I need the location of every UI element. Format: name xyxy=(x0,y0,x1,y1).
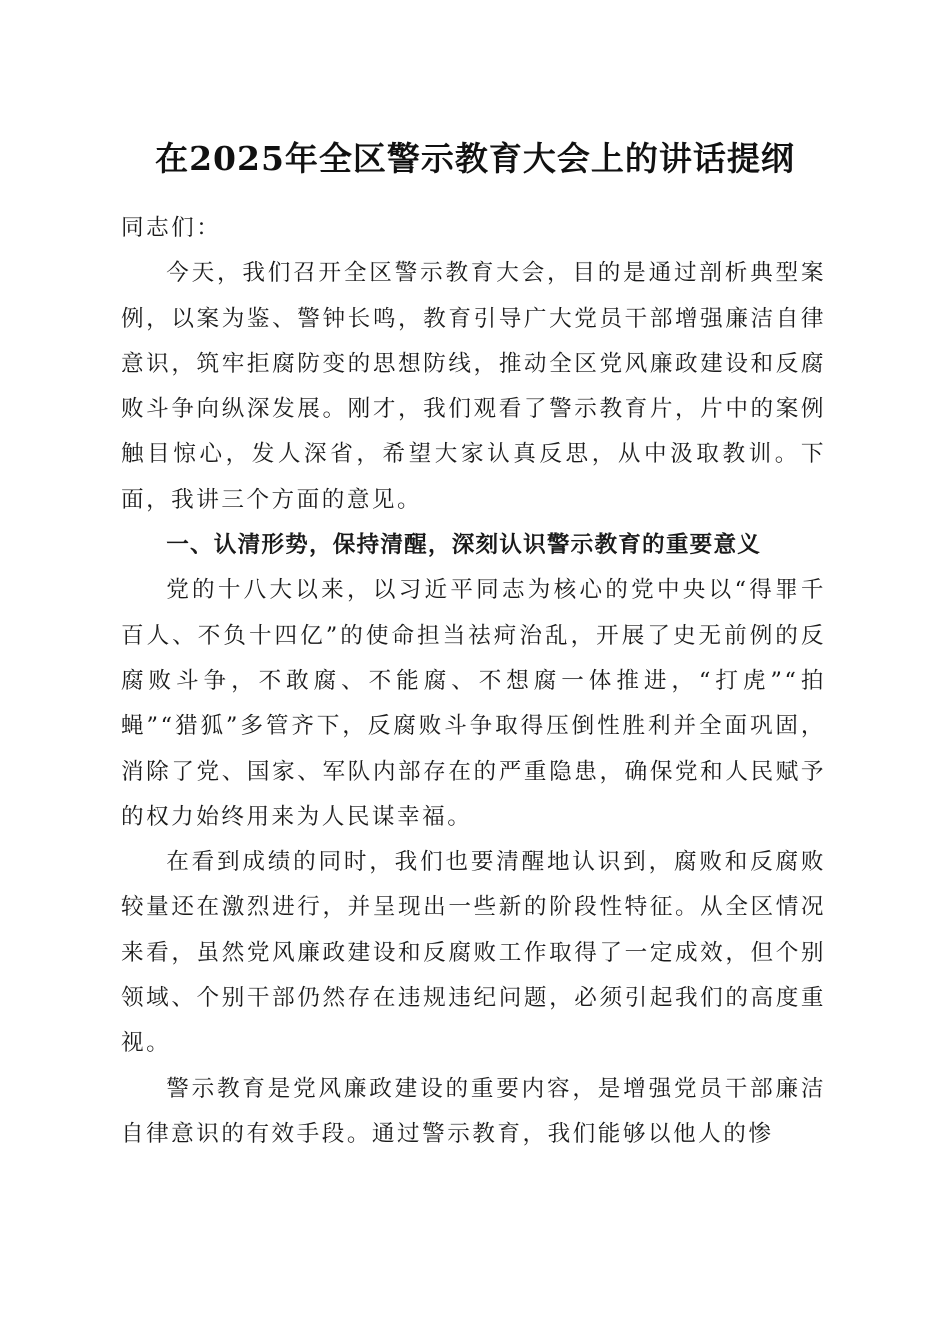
section1-paragraph-2: 在看到成绩的同时，我们也要清醒地认识到，腐败和反腐败较量还在激烈进行，并呈现出一些新的阶段性特征。从全区情况来看，虽然党风廉政建设和反腐败工作取得了一定成效，但个别领域、个别干部仍然存在违规违纪问题，必须引起我们的高度重视。 xyxy=(121,849,826,1057)
salutation: 同志们： xyxy=(121,215,222,241)
section1-paragraph-3: 警示教育是党风廉政建设的重要内容，是增强党员干部廉洁自律意识的有效手段。通过警示教育，我们能够以他人的惨 xyxy=(121,1075,826,1147)
section1-paragraph-1: 党的十八大以来，以习近平同志为核心的党中央以“得罪千百人、不负十四亿”的使命担当祛疴治乱，开展了史无前例的反腐败斗争，不敢腐、不能腐、不想腐一体推进，“打虎”“拍蝇”“猎狐”多管齐下，反腐败斗争取得压倒性胜利并全面巩固，消除了党、国家、军队内部存在的严重隐患，确保党和人民赋予的权力始终用来为人民谋幸福。 xyxy=(121,577,826,830)
document-title: 在2025年全区警示教育大会上的讲话提纲 xyxy=(155,139,795,178)
section-heading-1: 一、认清形势，保持清醒，深刻认识警示教育的重要意义 xyxy=(166,532,762,559)
document-body xyxy=(121,206,826,1157)
intro-paragraph: 今天，我们召开全区警示教育大会，目的是通过剖析典型案例，以案为鉴、警钟长鸣，教育引导广大党员干部增强廉洁自律意识，筑牢拒腐防变的思想防线，推动全区党风廉政建设和反腐败斗争向纵深发展。刚才，我们观看了警示教育片，片中的案例触目惊心，发人深省，希望大家认真反思，从中汲取教训。下面，我讲三个方面的意见。 xyxy=(121,260,826,513)
